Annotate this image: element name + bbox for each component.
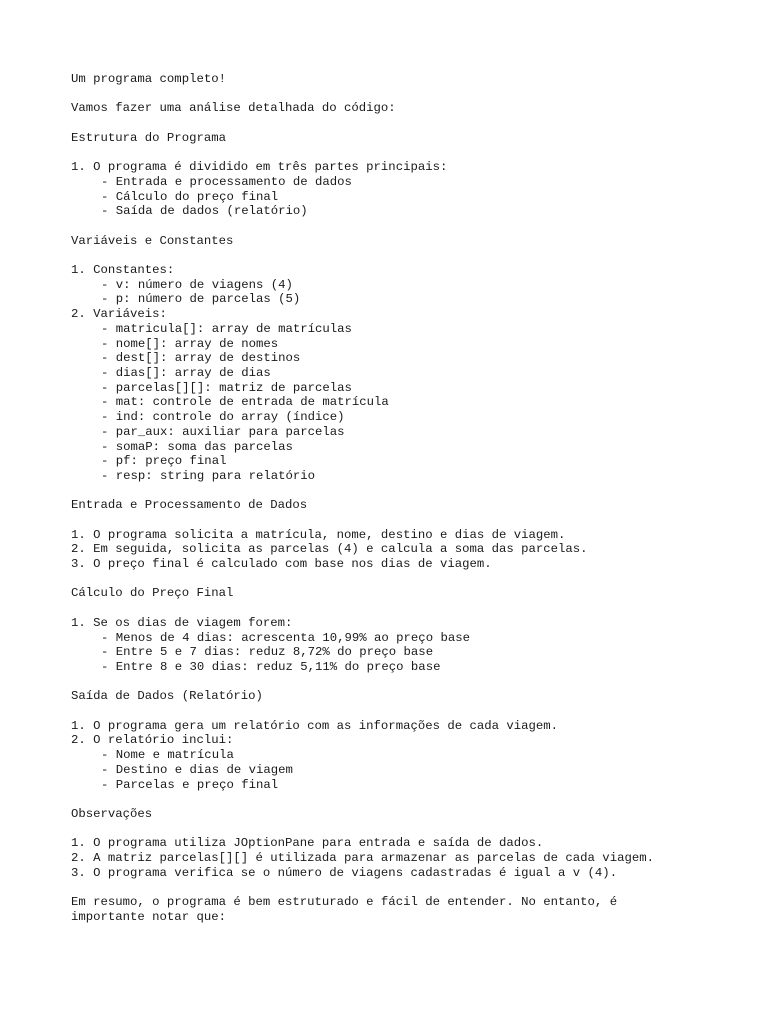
sub-list-item: - Nome e matrícula [101,748,234,763]
list-item: 1. O programa gera um relatório com as informações de cada viagem. [71,718,559,733]
intro-text: Um programa completo! [71,72,226,86]
summary-line: Em resumo, o programa é bem estruturado e fácil de entender. No entanto, é [71,895,618,910]
sub-list-item: - matricula[]: array de matrículas [101,321,352,336]
section-observacoes-list [71,836,751,880]
sub-list-item: - resp: string para relatório [101,468,316,483]
list-item: 1. O programa solicita a matrícula, nome, destino e dias de viagem. [71,527,566,542]
list-item: 1. Constantes: [71,263,175,278]
list-item: 1. Se os dias de viagem forem: [71,615,293,630]
list-item: 1. O programa utiliza JOptionPane para entrada e saída de dados. [71,836,544,851]
section-heading-calculo: Cálculo do Preço Final [71,586,234,601]
section-heading-variaveis: Variáveis e Constantes [71,233,234,248]
sub-list-item: - parcelas[][]: matriz de parcelas [101,380,352,395]
sub-list-item: - Menos de 4 dias: acrescenta 10,99% ao preço base [101,630,470,645]
sub-list-item: - Destino e dias de viagem [101,762,293,777]
sub-list-item: - Entre 5 e 7 dias: reduz 8,72% do preço base [101,645,434,660]
section-calculo-list [71,616,751,675]
sub-list-item: - Entrada e processamento de dados [101,174,352,189]
sub-list-item: - Cálculo do preço final [101,189,279,204]
list-item: 2. A matriz parcelas[][] é utilizada para armazenar as parcelas de cada viagem. [71,851,654,866]
sub-list-item: - Entre 8 e 30 dias: reduz 5,11% do preço base [101,659,441,674]
sub-list-item: - Saída de dados (relatório) [101,204,308,219]
sub-list-item: - nome[]: array de nomes [101,336,279,351]
list-item: 2. Em seguida, solicita as parcelas (4) e calcula a soma das parcelas. [71,542,588,557]
section-variaveis-list [71,263,751,484]
summary-paragraph [71,895,751,924]
lead-text: Vamos fazer uma análise detalhada do código: [71,101,396,116]
section-heading-estrutura: Estrutura do Programa [71,130,226,145]
section-estrutura-list [71,160,751,219]
sub-list-item: - par_aux: auxiliar para parcelas [101,424,345,439]
sub-list-item: - dias[]: array de dias [101,365,271,380]
sub-list-item: - dest[]: array de destinos [101,351,301,366]
sub-list-item: - p: número de parcelas (5) [101,292,301,307]
list-item: 3. O programa verifica se o número de viagens cadastradas é igual a v (4). [71,865,618,880]
section-heading-observacoes: Observações [71,806,153,821]
list-item: 2. O relatório inclui: [71,733,234,748]
document-page [71,72,751,925]
sub-list-item: - Parcelas e preço final [101,777,279,792]
list-item: 2. Variáveis: [71,307,167,322]
sub-list-item: - mat: controle de entrada de matrícula [101,395,389,410]
section-entrada-list [71,528,751,572]
list-item: 1. O programa é dividido em três partes principais: [71,160,448,175]
section-heading-entrada: Entrada e Processamento de Dados [71,498,308,513]
sub-list-item: - somaP: soma das parcelas [101,439,293,454]
sub-list-item: - v: número de viagens (4) [101,277,293,292]
section-saida-list [71,719,751,793]
sub-list-item: - ind: controle do array (índice) [101,410,345,425]
list-item: 3. O preço final é calculado com base nos dias de viagem. [71,557,492,572]
section-heading-saida: Saída de Dados (Relatório) [71,689,263,704]
sub-list-item: - pf: preço final [101,454,227,469]
summary-line: importante notar que: [71,909,226,924]
